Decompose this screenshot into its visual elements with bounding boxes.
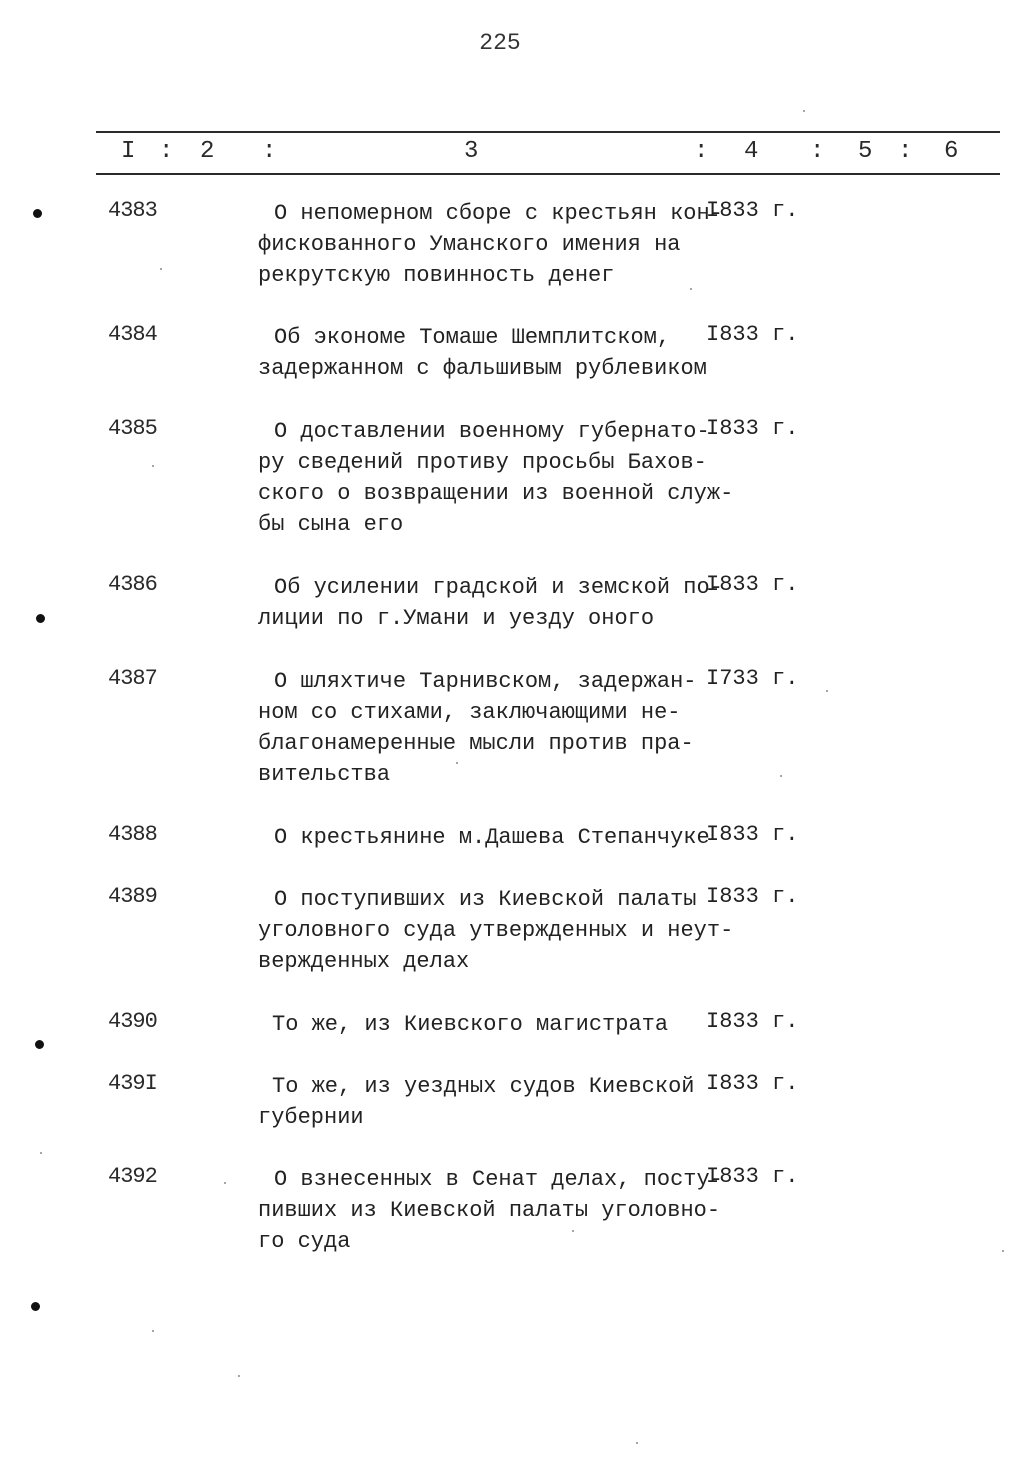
header-col-1: I (121, 138, 136, 165)
entry-number: 4387 (108, 666, 157, 691)
description-line: фискованного Уманского имения на (258, 232, 681, 257)
entry-date: I833 г. (706, 572, 799, 597)
entry-number: 4385 (108, 416, 157, 441)
description-line: О взнесенных в Сенат делах, посту- (274, 1167, 723, 1192)
header-bottom-rule (96, 173, 1000, 175)
scan-speck (40, 1152, 42, 1154)
description-line: Об экономе Томаше Шемплитском, (274, 325, 671, 350)
binder-hole-mark (33, 209, 42, 218)
description-line: губернии (258, 1105, 364, 1130)
entry-description (258, 1164, 723, 1257)
entry-date: I833 г. (706, 198, 799, 223)
scan-speck (803, 110, 805, 112)
description-line: ном со стихами, заключающими не- (258, 700, 681, 725)
header-col-4: 4 (744, 138, 759, 165)
entry-description (258, 884, 734, 977)
description-line: То же, из Киевского магистрата (272, 1012, 669, 1037)
scan-speck (160, 268, 162, 270)
header-col-3: 3 (464, 138, 479, 165)
entry-number: 4383 (108, 198, 157, 223)
scan-speck (826, 690, 828, 692)
description-line: рекрутскую повинность денег (258, 263, 615, 288)
header-col-6: 6 (944, 138, 959, 165)
description-line: уголовного суда утвержденных и неут- (258, 918, 734, 943)
description-line: ского о возвращении из военной служ- (258, 481, 734, 506)
scan-speck (224, 1182, 226, 1184)
header-col-2: 2 (200, 138, 215, 165)
entry-number: 4390 (108, 1009, 157, 1034)
description-line: О доставлении военному губернато- (274, 419, 710, 444)
header-sep-3: : (694, 138, 709, 165)
entry-date: I833 г. (706, 322, 799, 347)
entry-number: 4388 (108, 822, 157, 847)
binder-hole-mark (36, 614, 45, 623)
description-line: ру сведений противу просьбы Бахов- (258, 450, 707, 475)
entry-description (258, 572, 723, 634)
binder-hole-mark (31, 1302, 40, 1311)
entry-description (258, 198, 723, 291)
header-sep-2: : (262, 138, 277, 165)
entry-number: 4392 (108, 1164, 157, 1189)
description-line: Об усилении градской и земской по- (274, 575, 723, 600)
scan-speck (690, 288, 692, 290)
entry-date: I833 г. (706, 1009, 799, 1034)
binder-hole-mark (35, 1040, 44, 1049)
entry-number: 4386 (108, 572, 157, 597)
scan-speck (456, 762, 458, 764)
description-line: лиции по г.Умани и уезду оного (258, 606, 655, 631)
entry-date: I833 г. (706, 822, 799, 847)
header-top-rule (96, 131, 1000, 133)
scan-speck (636, 1442, 638, 1444)
scan-speck (152, 1330, 154, 1332)
entry-description (258, 416, 734, 540)
description-line: О шляхтиче Тарнивском, задержан- (274, 669, 697, 694)
description-line: пивших из Киевской палаты уголовно- (258, 1198, 721, 1223)
entry-number: 439I (108, 1071, 157, 1096)
description-line: О крестьянине м.Дашева Степанчуке (274, 825, 710, 850)
entry-description (258, 1009, 718, 1040)
description-line: задержанном с фальшивым рублевиком (258, 356, 707, 381)
entry-description (258, 822, 718, 853)
scan-speck (238, 1375, 240, 1377)
entry-description (258, 666, 718, 790)
scan-speck (572, 1230, 574, 1232)
description-line: вержденных делах (258, 949, 470, 974)
entry-date: I833 г. (706, 884, 799, 909)
entry-description (258, 1071, 718, 1133)
entry-description (258, 322, 718, 384)
page-number: 225 (479, 30, 521, 56)
scan-speck (152, 465, 154, 467)
header-col-5: 5 (858, 138, 873, 165)
entry-date: I833 г. (706, 416, 799, 441)
header-sep-5: : (898, 138, 913, 165)
entry-date: I833 г. (706, 1164, 799, 1189)
description-line: го суда (258, 1229, 351, 1254)
description-line: О непомерном сборе с крестьян кон- (274, 201, 723, 226)
description-line: вительства (258, 762, 391, 787)
entry-number: 4389 (108, 884, 157, 909)
header-sep-4: : (810, 138, 825, 165)
entry-number: 4384 (108, 322, 157, 347)
scan-speck (1002, 1250, 1004, 1252)
description-line: То же, из уездных судов Киевской (272, 1074, 695, 1099)
entry-date: I833 г. (706, 1071, 799, 1096)
description-line: благонамеренные мысли против пра- (258, 731, 694, 756)
header-sep-1: : (159, 138, 174, 165)
description-line: О поступивших из Киевской палаты (274, 887, 697, 912)
entry-date: I733 г. (706, 666, 799, 691)
description-line: бы сына его (258, 512, 404, 537)
scan-speck (780, 775, 782, 777)
